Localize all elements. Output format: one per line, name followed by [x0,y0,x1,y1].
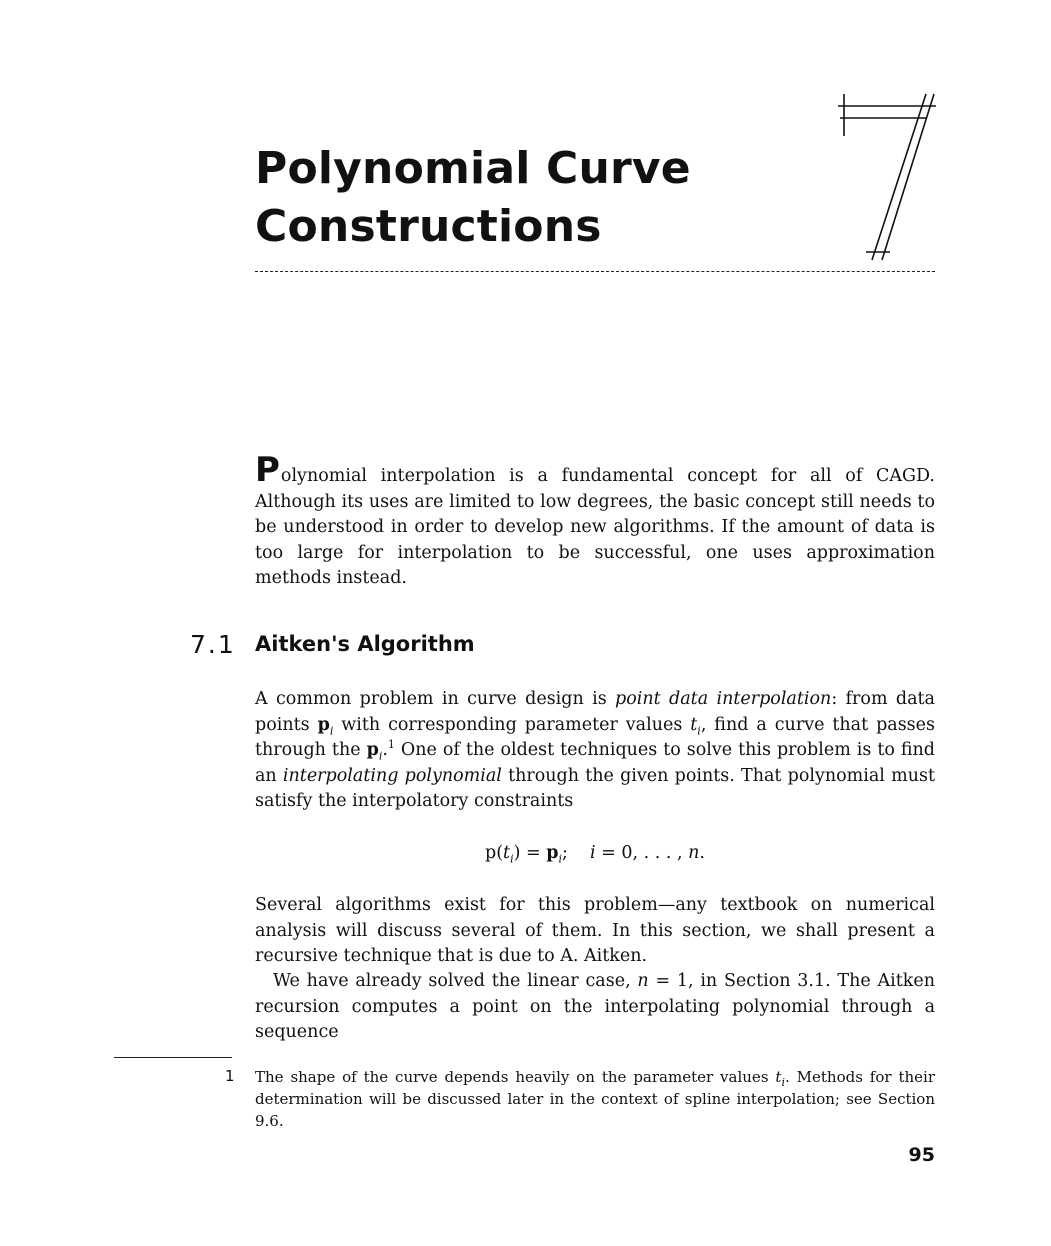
text-run: A common problem in curve design is [255,689,616,709]
eq-part: p( [485,843,504,863]
paragraph-linear-case [255,969,935,1046]
math-subscript: i [781,1076,785,1089]
section-title: Aitken's Algorithm [255,632,475,656]
math-point: p [317,714,330,735]
chapter-title [255,140,815,256]
eq-part: . [699,843,705,863]
eq-part: t [503,843,511,863]
footnote-divider [114,1057,232,1058]
footnote-text [255,1066,935,1132]
paragraph-point-data-interpolation [255,687,935,815]
chapter-number-graphic [830,88,942,268]
text-run: We have already solved the linear case, [273,971,638,991]
eq-part: ) [513,843,521,863]
eq-part: ; [562,843,568,863]
chapter-title-line-1: Polynomial Curve [255,143,691,194]
eq-part: = [520,843,547,863]
text-run: = 1, in Section 3.1. The Aitken recursion computes a point on the interpolating polynomial through a sequence [255,971,935,1042]
math-subscript: i [329,724,334,737]
math-subscript: i [697,724,701,737]
title-divider [255,271,935,272]
drop-cap: P [255,450,280,490]
text-run: The shape of the curve depends heavily on the parameter values [255,1068,776,1086]
paragraph-algorithms: Several algorithms exist for this problem—any textbook on numerical analysis will discuss several of them. In this section, we shall present a recursive technique that is due to A. Aitken. [255,895,935,966]
text-run: through the given points. That polynomial must satisfy the interpolatory constraints [255,765,935,811]
math-parameter: t [690,714,698,735]
interpolation-equation [255,843,935,866]
text-run: . [382,740,388,760]
eq-subscript: i [558,852,563,866]
text-run: , find a curve that passes through the [255,714,935,760]
eq-part: i [589,843,596,863]
intro-text: olynomial interpolation is a fundamental concept for all of CAGD. Although its uses are limited to low degrees, the basic concept still needs to be understood in order to develop new algorithms. If the amount of data is too large for interpolation to be successful, one uses approximation methods instead. [255,466,935,588]
section-heading [190,630,935,664]
text-run: . Methods for their determination will be discussed later in the context of spline interpolation; see Section 9.6. [255,1068,935,1130]
footnote-marker: 1 [225,1067,235,1085]
math-subscript: i [378,749,383,763]
text-run: : from data points [255,689,935,735]
math-variable: n [637,971,649,991]
math-parameter: t [775,1068,782,1086]
chapter-title-line-2: Constructions [255,201,602,252]
emphasis-term: interpolating polynomial [282,765,502,786]
footnote-reference[interactable]: 1 [387,738,395,752]
page-number: 95 [908,1144,935,1166]
intro-paragraph [255,450,935,592]
eq-part: p [546,843,559,863]
text-run: One of the oldest techniques to solve this problem is to find an [255,740,936,786]
eq-part: = 0, . . . , [595,843,689,863]
emphasis-term: point data interpolation [615,689,832,709]
section-number: 7.1 [190,630,236,659]
eq-part: n [688,843,700,863]
eq-subscript: i [510,852,514,866]
math-point: p [366,740,379,760]
text-run: with corresponding parameter values [333,714,691,735]
